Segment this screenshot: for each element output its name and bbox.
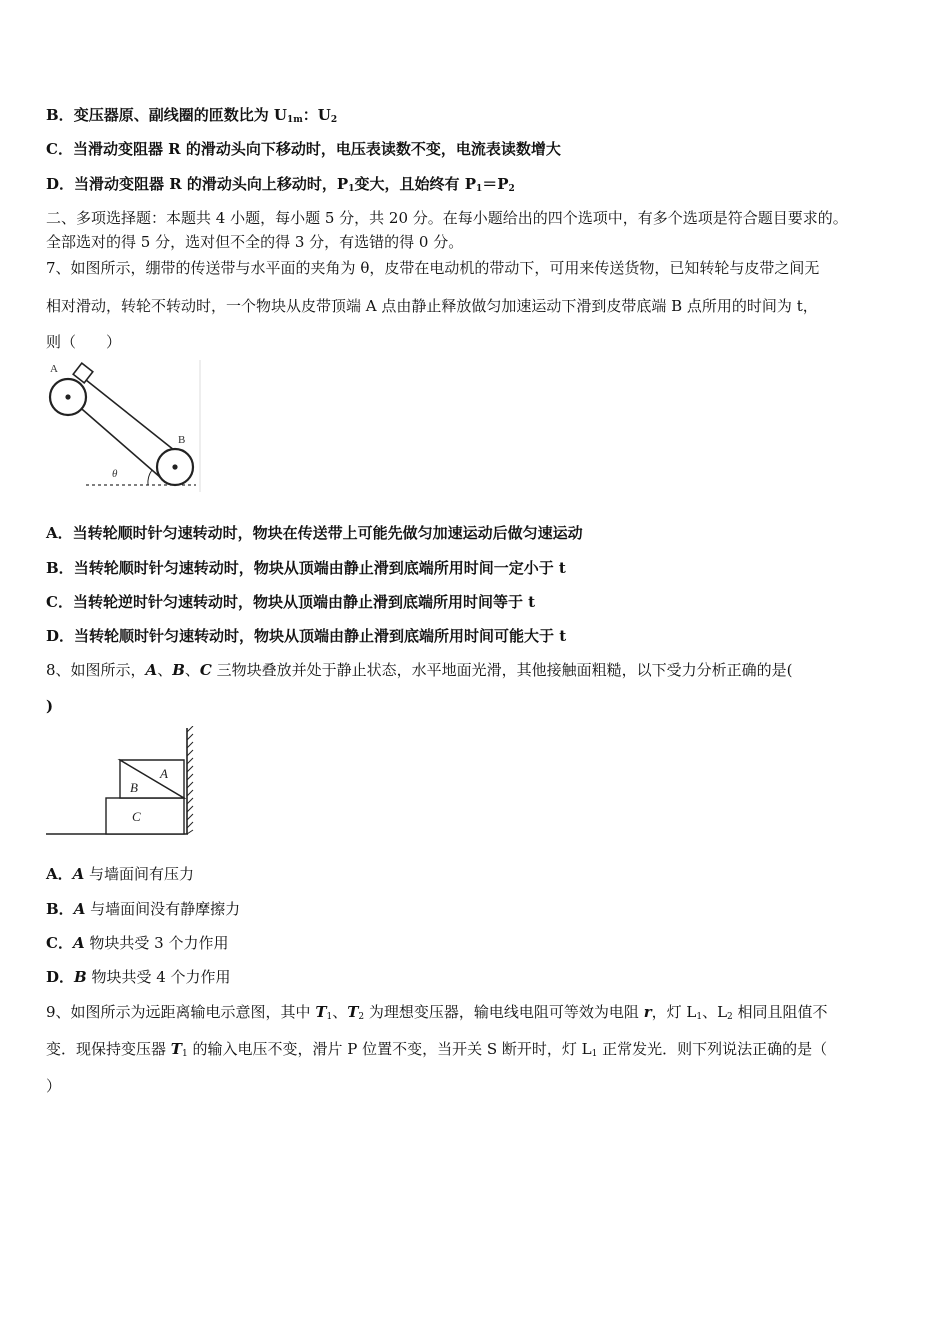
q7-option-a: A．当转轮顺时针匀速转动时，物块在传送带上可能先做匀加速运动后做匀速运动 <box>46 524 583 542</box>
q7-option-d: D．当转轮顺时针匀速转动时，物块从顶端由静止滑到底端所用时间可能大于 t <box>46 627 567 645</box>
fig-label-c: C <box>132 809 141 824</box>
q6-option-c: C．当滑动变阻器 R 的滑动头向下移动时，电压表读数不变，电流表读数增大 <box>46 140 561 158</box>
fig-label-b: B <box>178 434 186 446</box>
q8-stem-line2: ) <box>46 697 54 715</box>
q8-option-c: C．A 物块共受 3 个力作用 <box>46 934 229 952</box>
fig-label-a: A <box>50 363 58 375</box>
section2-line1: 二、多项选择题：本题共 4 小题，每小题 5 分，共 20 分。在每小题给出的四个选项中，有多个选项是符合题目要求的。 <box>46 209 848 227</box>
q6-option-b: B．变压器原、副线圈的匝数比为 $U_{1m}$：$U_2$ <box>46 106 338 125</box>
q7-stem-line3: 则（ ） <box>46 333 122 351</box>
q9-stem-line1: 9、如图所示为远距离输电示意图，其中 $T_1$、$T_2$ 为理想变压器，输电线电阻可等效为电阻 r，灯 $L_1$、$L_2$ 相同且阻值不 <box>46 1003 828 1022</box>
conveyor-belt-figure <box>46 360 202 492</box>
fig-label-a: A <box>160 766 168 781</box>
q7-option-c: C．当转轮逆时针匀速转动时，物块从顶端由静止滑到底端所用时间等于 t <box>46 593 536 611</box>
q8-stem-line1: 8、如图所示，A、B、C 三物块叠放并处于静止状态，水平地面光滑，其他接触面粗糙，以下受力分析正确的是( <box>46 661 793 679</box>
section2-line2: 全部选对的得 5 分，选对但不全的得 3 分，有选错的得 0 分。 <box>46 233 464 251</box>
q9-stem-line3: ） <box>46 1077 62 1095</box>
q7-stem-line1: 7、如图所示，绷带的传送带与水平面的夹角为 θ，皮带在电动机的带动下，可用来传送货物，已知转轮与皮带之间无 <box>46 259 820 277</box>
fig-label-theta: θ <box>112 468 118 480</box>
q8-option-a: A．A 与墙面间有压力 <box>46 865 195 883</box>
fig-label-b: B <box>130 780 138 795</box>
stacked-blocks-figure <box>46 726 194 838</box>
q7-option-b: B．当转轮顺时针匀速转动时，物块从顶端由静止滑到底端所用时间一定小于 t <box>46 559 566 577</box>
q6-option-d: D．当滑动变阻器 R 的滑动头向上移动时，$P_1$变大，且始终有 $P_1=P_2$ <box>46 175 515 194</box>
q9-stem-line2: 变．现保持变压器 $T_1$ 的输入电压不变，滑片 P 位置不变，当开关 S 断开时，灯 $L_1$ 正常发光．则下列说法正确的是（ <box>46 1040 828 1059</box>
q7-stem-line2: 相对滑动，转轮不转动时，一个物块从皮带顶端 A 点由静止释放做匀加速运动下滑到皮带底端 B 点所用的时间为 t， <box>46 297 818 315</box>
q8-option-b: B．A 与墙面间没有静摩擦力 <box>46 900 241 918</box>
q8-option-d: D．B 物块共受 4 个力作用 <box>46 968 231 986</box>
